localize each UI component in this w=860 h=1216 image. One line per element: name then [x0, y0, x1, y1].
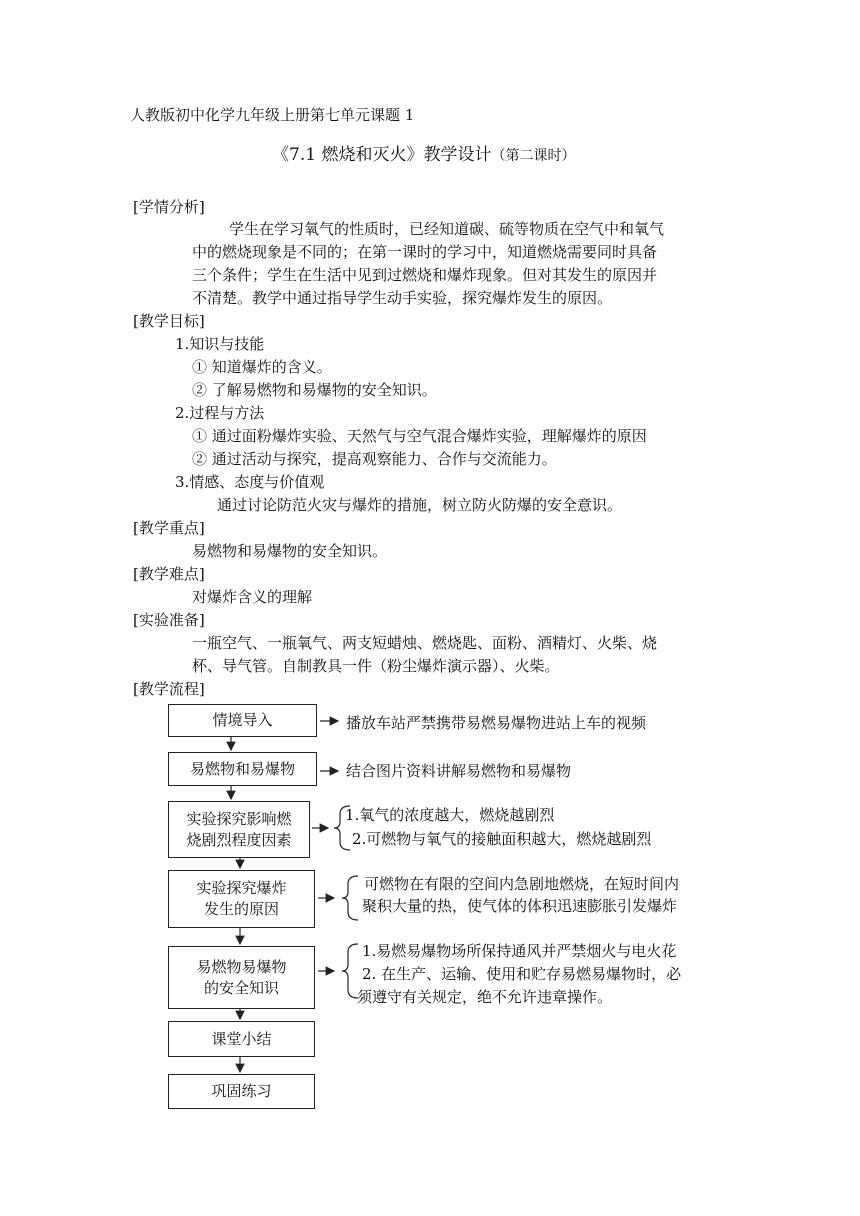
document-subtitle: 人教版初中化学九年级上册第七单元课题 1 [130, 106, 415, 124]
goal-1b: ② 了解易燃物和易爆物的安全知识。 [192, 381, 437, 399]
note-safety-3: 须遵守有关规定，绝不允许违章操作。 [357, 988, 613, 1006]
title-main: 《7.1 燃烧和灭火》教学设计 [272, 145, 492, 165]
flow-step-intro-label: 情境导入 [212, 711, 273, 729]
flow-step-explosion-cause [168, 870, 315, 928]
note-safety-1: 1.易燃易爆物场所保持通风并严禁烟火与电火花 [362, 942, 677, 960]
flow-step-intro [168, 704, 317, 737]
goal-1a: ① 知道爆炸的含义。 [192, 358, 332, 376]
note-flammables: 结合图片资料讲解易燃物和易爆物 [346, 762, 572, 780]
flow-step-explosion-cause-line-1: 实验探究爆炸 [196, 879, 287, 897]
analysis-heading: [学情分析] [133, 198, 205, 216]
flow-step-flammables [168, 752, 317, 786]
flow-step-combustion-factors-line-1: 实验探究影响燃 [186, 809, 292, 828]
goal-1: 1.知识与技能 [175, 335, 265, 353]
goal-3a: 通过讨论防范火灾与爆炸的措施，树立防火防爆的安全意识。 [217, 496, 623, 514]
analysis-line-3: 三个条件；学生在生活中见到过燃烧和爆炸现象。但对其发生的原因并 [192, 266, 658, 284]
note-factors-2: 2.可燃物与氧气的接触面积越大，燃烧越剧烈 [352, 830, 652, 848]
note-safety-2: 2. 在生产、运输、使用和贮存易燃易爆物时，必 [362, 965, 682, 983]
analysis-line-1: 学生在学习氧气的性质时，已经知道碳、硫等物质在空气中和氧气 [229, 220, 665, 238]
difficulty-heading: [教学难点] [133, 565, 205, 583]
flow-step-explosion-cause-line-2: 发生的原因 [203, 900, 279, 918]
flow-step-flammables-label: 易燃物和易爆物 [189, 759, 295, 778]
difficulty-text: 对爆炸含义的理解 [192, 588, 313, 606]
flow-step-safety [168, 946, 315, 1009]
note-factors-1: 1.氧气的浓度越大，燃烧越剧烈 [345, 806, 555, 824]
note-explosion-1: 可燃物在有限的空间内急剧地燃烧，在短时间内 [364, 875, 680, 893]
brace-5 [342, 944, 358, 998]
flow-step-summary [168, 1021, 315, 1057]
flow-step-combustion-factors [168, 801, 310, 858]
analysis-line-2: 中的燃烧现象是不同的；在第一课时的学习中，知道燃烧需要同时具备 [192, 243, 658, 261]
flow-step-combustion-factors-line-2: 烧剧烈程度因素 [186, 830, 292, 849]
flow-step-safety-line-1: 易燃物易爆物 [196, 957, 287, 976]
goals-heading: [教学目标] [133, 312, 205, 330]
prep-heading: [实验准备] [133, 611, 205, 629]
flow-step-practice-label: 巩固练习 [211, 1082, 272, 1100]
flow-step-safety-line-2: 的安全知识 [203, 978, 279, 997]
prep-line-2: 杯、导气管。自制教具一件（粉尘爆炸演示器）、火柴。 [192, 657, 560, 675]
goal-2a: ① 通过面粉爆炸实验、天然气与空气混合爆炸实验，理解爆炸的原因 [192, 427, 647, 445]
title-sub: （第二课时） [491, 148, 576, 164]
analysis-line-4: 不清楚。教学中通过指导学生动手实验，探究爆炸发生的原因。 [192, 289, 613, 307]
document-title [272, 140, 575, 165]
flow-heading: [教学流程] [133, 680, 205, 698]
flow-step-practice [168, 1074, 315, 1109]
goal-2: 2.过程与方法 [175, 404, 265, 422]
key-heading: [教学重点] [133, 519, 205, 537]
flow-step-summary-label: 课堂小结 [211, 1029, 272, 1048]
goal-2b: ② 通过活动与探究，提高观察能力、合作与交流能力。 [192, 450, 557, 468]
note-intro: 播放车站严禁携带易燃易爆物进站上车的视频 [346, 714, 647, 732]
brace-4 [342, 876, 358, 920]
goal-3: 3.情感、态度与价值观 [175, 473, 325, 491]
key-text: 易燃物和易爆物的安全知识。 [192, 542, 388, 560]
note-explosion-2: 聚积大量的热，使气体的体积迅速膨胀引发爆炸 [362, 897, 678, 915]
prep-line-1: 一瓶空气、一瓶氧气、两支短蜡烛、燃烧匙、面粉、酒精灯、火柴、烧 [192, 634, 658, 652]
